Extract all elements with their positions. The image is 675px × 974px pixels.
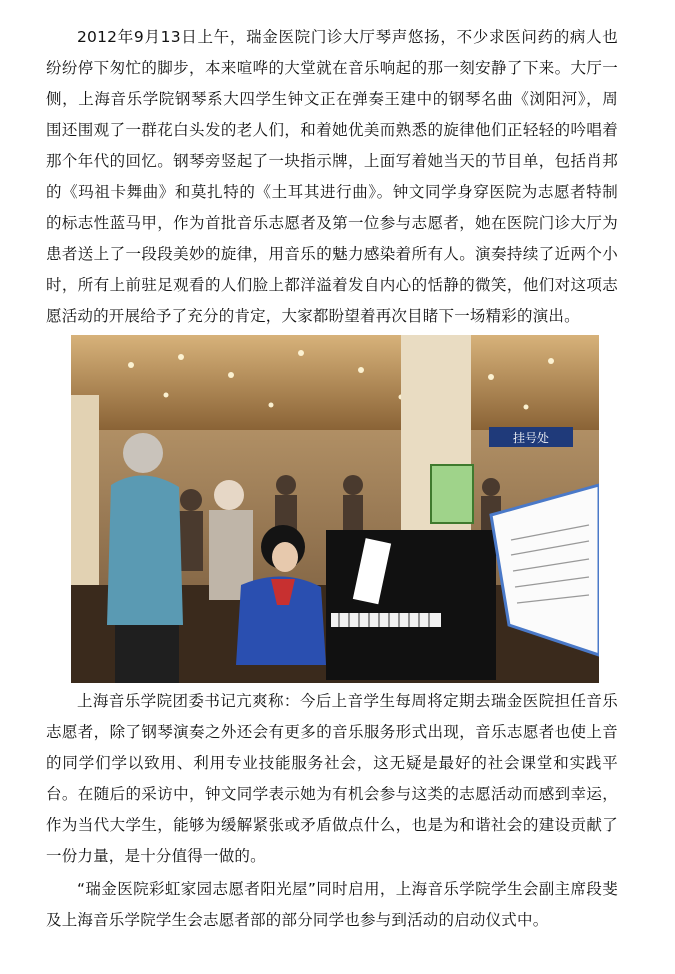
hall-sign-text: 挂号处	[512, 431, 550, 445]
article-paragraph-1: 2012年9月13日上午，瑞金医院门诊大厅琴声悠扬，不少求医问药的病人也纷纷停下匆忙的脚步，本来喧哗的大堂就在音乐响起的那一刻安静了下来。大厅一侧，上海音乐学院钢琴系大四学生钟文正在弹奏王建中的钢琴名曲《浏阳河》，周围还围观了一群花白头发的老人们，和着她优美而熟悉的旋律他们正轻轻的吟唱着那个年代的回忆。钢琴旁竖起了一块指示牌，上面写着她当天的节目单，包括肖邦的《玛祖卡舞曲》和莫扎特的《土耳其进行曲》。钟文同学身穿医院为志愿者特制的标志性蓝马甲，作为首批音乐志愿者及第一位参与志愿者，她在医院门诊大厅为患者送上了一段段美妙的旋律，用音乐的魅力感染着所有人。演奏持续了近两个小时，所有上前驻足观看的人们脸上都洋溢着发自内心的恬静的微笑，他们对这项志愿活动的开展给予了充分的肯定，大家都盼望着再次目睹下一场精彩的演出。	[46, 28, 618, 325]
article-paragraph-2: 上海音乐学院团委书记亢爽称：今后上音学生每周将定期去瑞金医院担任音乐志愿者，除了钢琴演奏之外还会有更多的音乐服务形式出现，音乐志愿者也使上音的同学们学以致用、利用专业技能服务社会，这无疑是最好的社会课堂和实践平台。在随后的采访中，钟文同学表示她为有机会参与这类的志愿活动而感到幸运，作为当代大学生，能够为缓解紧张或矛盾做点什么，也是为和谐社会的建设贡献了一份力量，是十分值得一做的。	[46, 692, 618, 865]
event-photo	[71, 335, 599, 683]
piano-performance-illustration	[71, 335, 599, 683]
article-paragraph-3: “瑞金医院彩虹家园志愿者阳光屋”同时启用，上海音乐学院学生会副主席段斐及上海音乐学院学生会志愿者部的部分同学也参与到活动的启动仪式中。	[46, 880, 618, 929]
